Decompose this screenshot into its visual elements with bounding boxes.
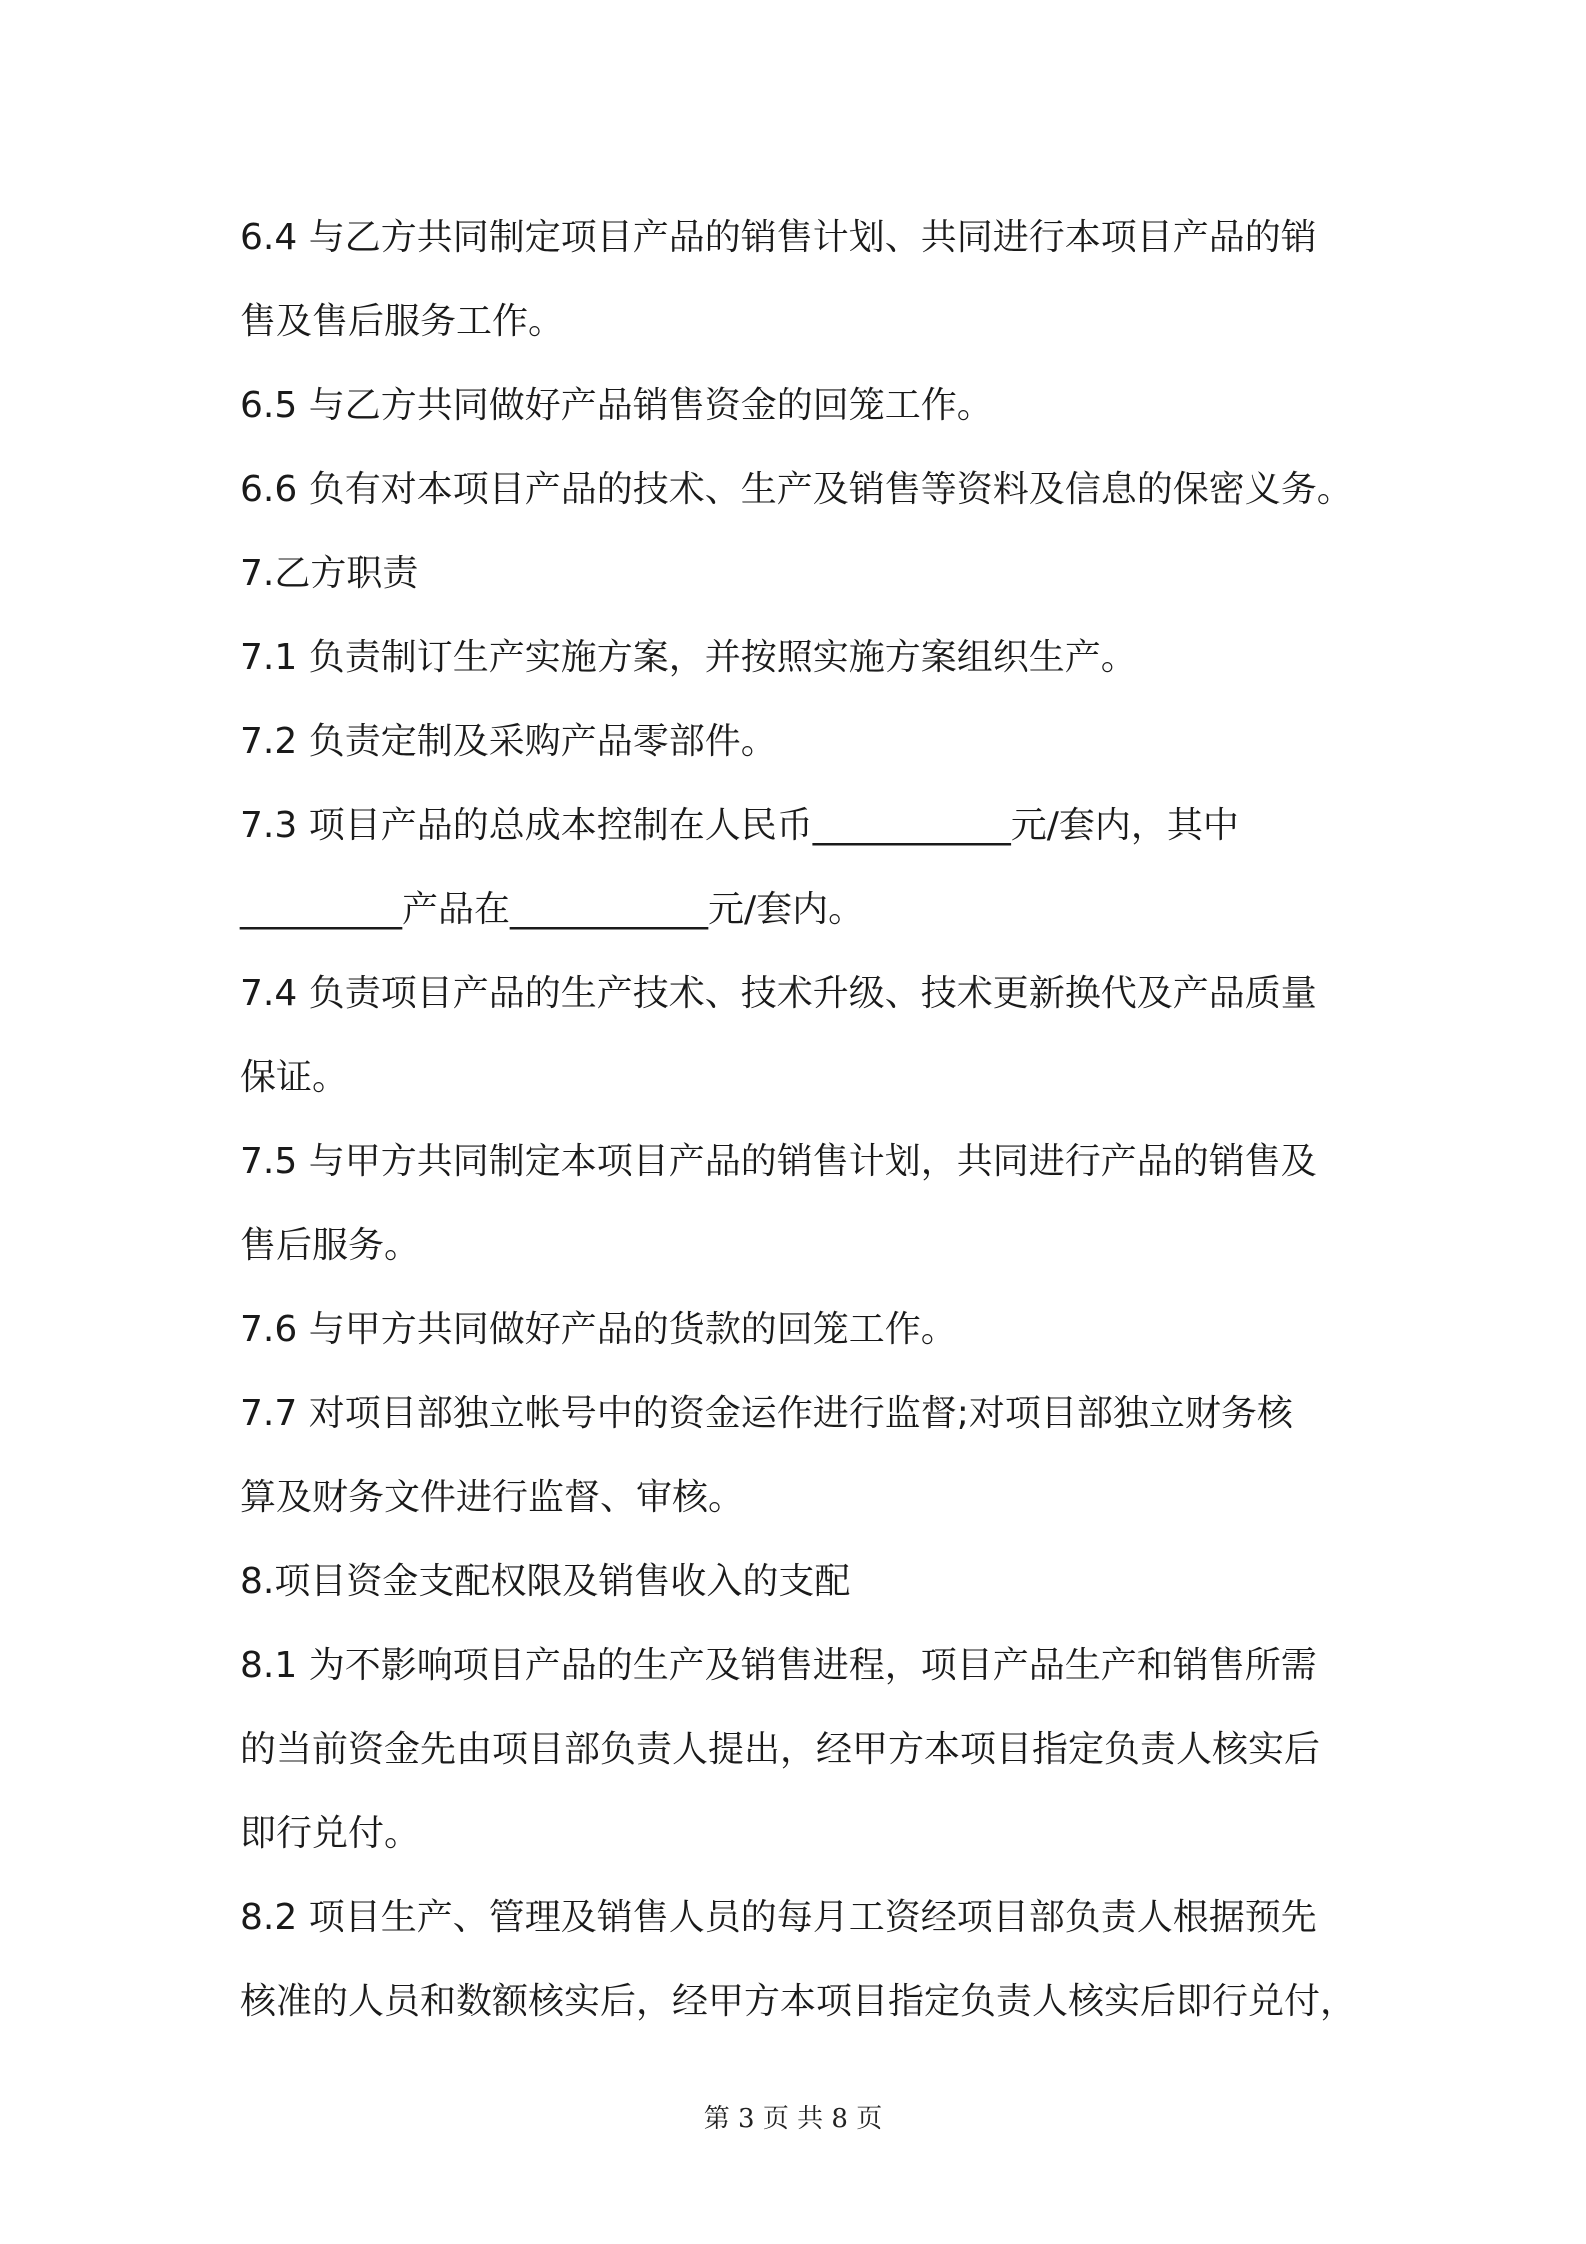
- text-line: 8.2 项目生产、管理及销售人员的每月工资经项目部负责人根据预先: [240, 1897, 1317, 1938]
- text-line: 售后服务。: [240, 1225, 421, 1266]
- text-line: 7.7 对项目部独立帐号中的资金运作进行监督;对项目部独立财务核: [240, 1393, 1293, 1434]
- text-line: 7.3 项目产品的总成本控制在人民币___________元/套内，其中: [240, 805, 1239, 846]
- section-heading: 8.项目资金支配权限及销售收入的支配: [240, 1561, 851, 1602]
- text-line: 的当前资金先由项目部负责人提出，经甲方本项目指定负责人核实后: [240, 1729, 1321, 1770]
- text-line: 即行兑付。: [240, 1813, 421, 1854]
- text-line: 8.1 为不影响项目产品的生产及销售进程，项目产品生产和销售所需: [240, 1645, 1317, 1686]
- text-line: 7.1 负责制订生产实施方案，并按照实施方案组织生产。: [240, 637, 1137, 678]
- text-line: 7.2 负责定制及采购产品零部件。: [240, 721, 777, 762]
- page-number-footer: 第 3 页 共 8 页: [703, 2104, 883, 2134]
- document-body: [240, 196, 1360, 2044]
- text-line: 6.4 与乙方共同制定项目产品的销售计划、共同进行本项目产品的销: [240, 217, 1317, 258]
- text-line: 6.6 负有对本项目产品的技术、生产及销售等资料及信息的保密义务。: [240, 469, 1353, 510]
- text-line: 售及售后服务工作。: [240, 301, 565, 342]
- text-line: 7.6 与甲方共同做好产品的货款的回笼工作。: [240, 1309, 957, 1350]
- text-line: _________产品在___________元/套内。: [240, 889, 865, 930]
- text-line: 保证。: [240, 1057, 349, 1098]
- text-line: 核准的人员和数额核实后，经甲方本项目指定负责人核实后即行兑付，: [240, 1981, 1357, 2022]
- text-line: 算及财务文件进行监督、审核。: [240, 1477, 745, 1518]
- text-line: 7.4 负责项目产品的生产技术、技术升级、技术更新换代及产品质量: [240, 973, 1317, 1014]
- section-heading: 7.乙方职责: [240, 553, 419, 594]
- text-line: 6.5 与乙方共同做好产品销售资金的回笼工作。: [240, 385, 993, 426]
- text-line: 7.5 与甲方共同制定本项目产品的销售计划，共同进行产品的销售及: [240, 1141, 1317, 1182]
